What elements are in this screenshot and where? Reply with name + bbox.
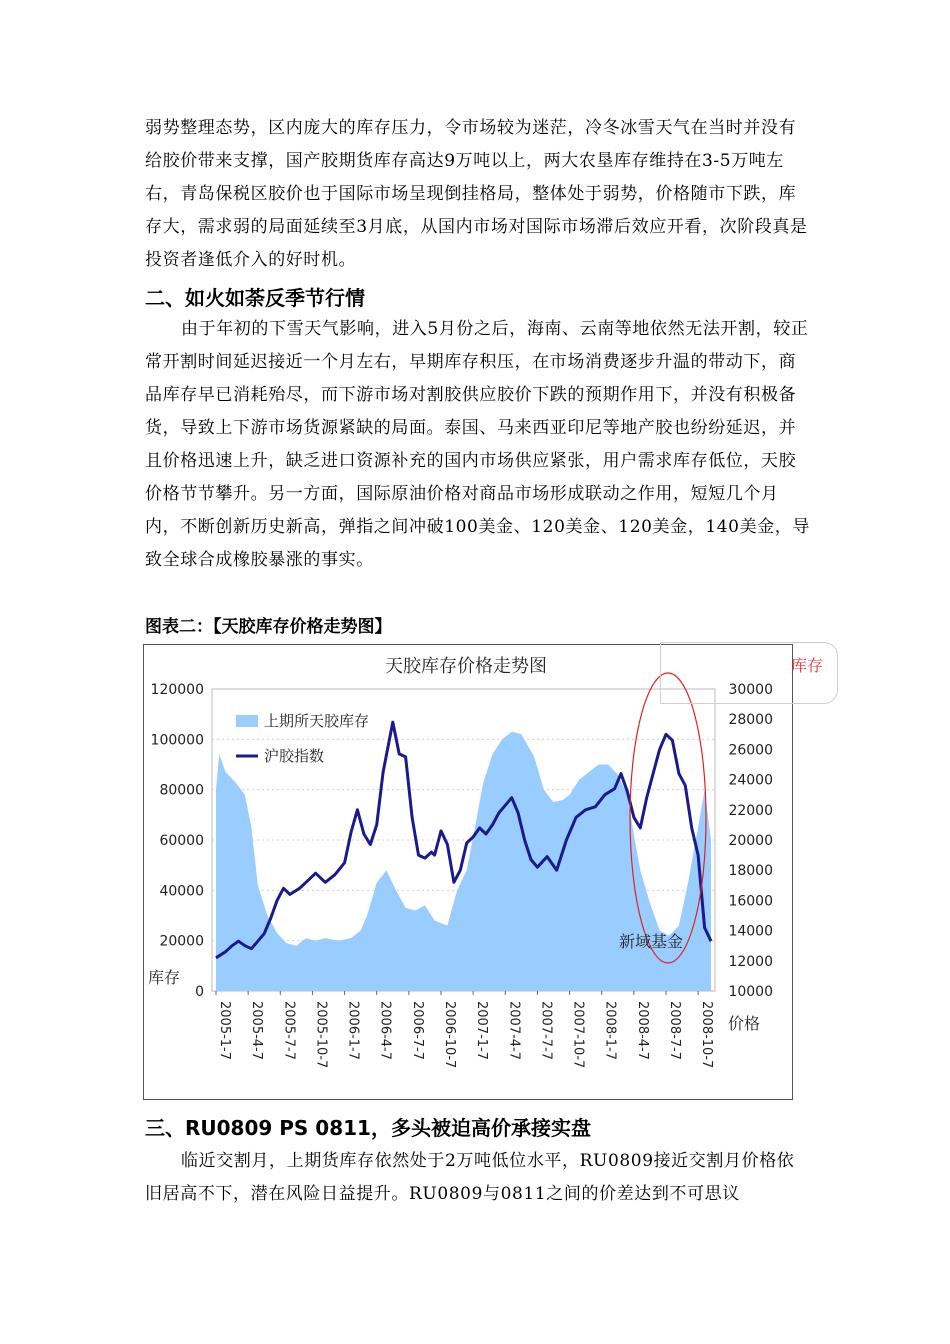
- right-tick-label: 22000: [728, 802, 773, 819]
- left-tick-label: 60000: [159, 833, 204, 849]
- right-tick-label: 20000: [728, 833, 773, 849]
- x-tick-labels: [216, 991, 714, 1068]
- right-tick-label: 12000: [728, 953, 773, 970]
- x-tick-label: 2007-7-7: [538, 1001, 554, 1061]
- left-tick-labels: [151, 682, 204, 1000]
- comment-bubble[interactable]: [660, 642, 838, 704]
- right-tick-label: 16000: [728, 893, 773, 910]
- left-tick-label: 100000: [150, 732, 204, 749]
- x-tick-label: 2008-7-7: [667, 1001, 682, 1061]
- x-tick-label: 2007-4-7: [506, 1001, 522, 1061]
- paragraph-1: 弱势整理态势，区内庞大的库存压力，令市场较为迷茫，冷冬冰雪天气在当时并没有给胶价带来支撑，国产胶期货库存高达9万吨以上，两大农垦库存维持在3-5万吨左右，青岛保税区胶价也于国际市场呈现倒挂格局，整体处于弱势，价格随市下跌，库存大，需求弱的局面延续至3月底，从国内市场对国际市场滞后效应开看，次阶段真是投资者逢低介入的好时机。: [145, 118, 808, 270]
- x-tick-label: 2006-4-7: [377, 1001, 393, 1061]
- paragraph-2: 由于年初的下雪天气影响，进入5月份之后，海南、云南等地依然无法开割，较正常开割时间延迟接近一个月左右，早期库存积压，在市场消费逐步升温的带动下，商品库存早已消耗殆尽，而下游市场对割胶供应胶价下跌的预期作用下，并没有积极备货，导致上下游市场货源紧缺的局面。泰国、马来西亚印尼等地产胶也纷纷延迟，并且价格迅速上升，缺乏进口资源补充的国内市场供应紧张，用户需求库存低位，天胶价格节节攀升。另一方面，国际原油价格对商品市场形成联动之作用，短短几个月内，不断创新历史新高，弹指之间冲破100美金、120美金、120美金，140美金，导致全球合成橡胶暴涨的事实。: [145, 319, 810, 570]
- x-tick-label: 2005-1-7: [217, 1001, 232, 1061]
- x-tick-label: 2008-4-7: [634, 1001, 650, 1061]
- chart-watermark: 新域基金: [619, 932, 684, 951]
- inventory-price-chart: [144, 645, 792, 1099]
- chart-frame: [143, 644, 793, 1100]
- x-tick-label: 2008-1-7: [602, 1001, 618, 1061]
- right-tick-label: 26000: [728, 742, 773, 759]
- x-tick-label: 2006-1-7: [345, 1001, 361, 1061]
- left-tick-label: 20000: [159, 933, 204, 950]
- right-tick-label: 28000: [728, 712, 773, 729]
- right-tick-labels: [728, 682, 773, 1000]
- right-tick-label: 10000: [728, 984, 773, 1000]
- legend-label-price: 沪胶指数: [264, 747, 325, 765]
- section-heading-2: 二、如火如荼反季节行情: [145, 286, 365, 310]
- figure-caption: 图表二：【天胶库存价格走势图】: [145, 617, 392, 637]
- left-tick-label: 40000: [159, 883, 204, 900]
- x-tick-label: 2005-7-7: [281, 1001, 297, 1061]
- right-tick-label: 14000: [728, 923, 773, 940]
- x-tick-label: 2008-10-7: [699, 1001, 715, 1069]
- left-axis-label: 库存: [148, 968, 181, 987]
- paragraph-3: 临近交割月，上期货库存依然处于2万吨低位水平，RU0809接近交割月价格依旧居高不下，潜在风险日益提升。RU0809与0811之间的价差达到不可思议: [145, 1151, 795, 1204]
- x-tick-label: 2006-10-7: [442, 1001, 457, 1069]
- section-heading-3: 三、RU0809 PS 0811，多头被迫高价承接实盘: [145, 1116, 591, 1140]
- chart-title: 天胶库存价格走势图: [385, 656, 547, 677]
- right-axis-label: 价格: [728, 1014, 761, 1033]
- left-tick-label: 120000: [150, 682, 204, 698]
- x-tick-label: 2007-10-7: [570, 1001, 586, 1069]
- x-tick-label: 2005-4-7: [249, 1001, 265, 1061]
- comment-text: 库存: [790, 656, 823, 675]
- legend-label-inventory: 上期所天胶库存: [264, 712, 370, 730]
- x-tick-label: 2005-10-7: [313, 1001, 329, 1069]
- left-tick-label: 80000: [159, 782, 204, 799]
- right-tick-label: 30000: [728, 682, 773, 698]
- legend-swatch-inventory: [236, 715, 258, 727]
- left-tick-label: 0: [195, 984, 204, 1000]
- x-tick-label: 2006-7-7: [409, 1001, 425, 1061]
- right-tick-label: 18000: [728, 863, 773, 880]
- x-tick-label: 2007-1-7: [474, 1001, 490, 1061]
- right-tick-label: 24000: [728, 772, 773, 789]
